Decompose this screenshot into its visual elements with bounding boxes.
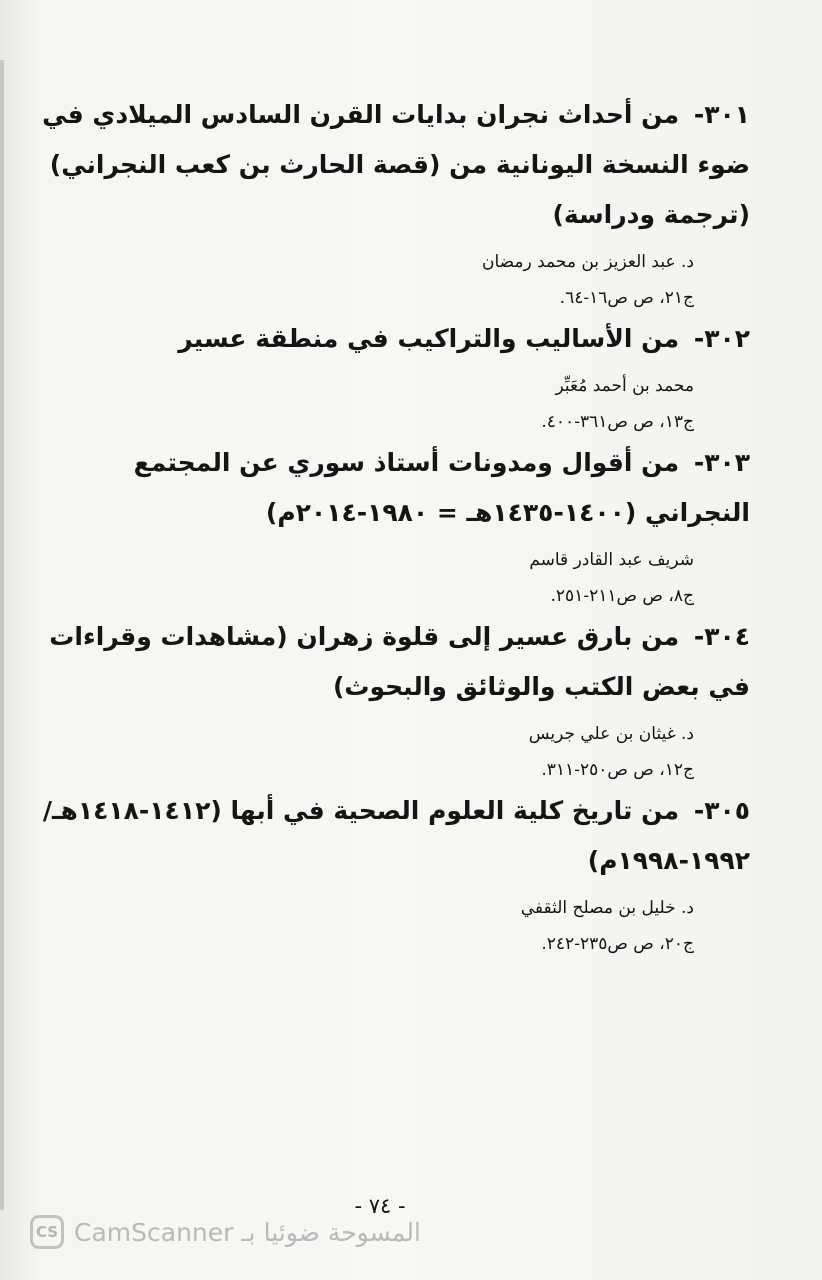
entry-author: محمد بن أحمد مُعَبِّر <box>555 376 694 396</box>
entry-author: شريف عبد القادر قاسم <box>529 550 694 570</box>
entry-title-line <box>30 612 750 712</box>
camscanner-logo-icon: CS <box>30 1215 64 1249</box>
entry-number: ٣٠٢- <box>693 324 750 353</box>
entry-number: ٣٠٥- <box>693 796 750 825</box>
entry-title-line <box>30 314 750 364</box>
entry-author: د. عبد العزيز بن محمد رمضان <box>481 252 694 272</box>
entry-number: ٣٠١- <box>693 100 750 129</box>
entry-title: من تاريخ كلية العلوم الصحية في أبها (١٤١٢-١٤١٨هـ/١٩٩٢-١٩٩٨م) <box>42 796 750 875</box>
entry-author: د. غيثان بن علي جريس <box>528 724 694 744</box>
bibliography-entry <box>30 314 750 432</box>
bibliography-entry <box>30 438 750 606</box>
entry-reference: ج٨، ص ص٢١١-٢٥١. <box>550 586 694 606</box>
entry-title-line <box>30 438 750 538</box>
entry-reference: ج١٣، ص ص٣٦١-٤٠٠. <box>541 412 694 432</box>
page-edge-shadow <box>0 60 4 1210</box>
entry-title: من أقوال ومدونات أستاذ سوري عن المجتمع النجراني (١٤٠٠-١٤٣٥هـ = ١٩٨٠-٢٠١٤م) <box>133 448 750 527</box>
entry-title: من أحداث نجران بدايات القرن السادس الميلادي في ضوء النسخة اليونانية من (قصة الحارث بن كعب النجراني) (ترجمة ودراسة) <box>42 100 750 229</box>
entry-author: د. خليل بن مصلح الثقفي <box>520 898 694 918</box>
bibliography-entry <box>30 90 750 308</box>
camscanner-watermark <box>30 1212 421 1252</box>
entry-reference: ج٢٠، ص ص٢٣٥-٢٤٢. <box>541 934 694 954</box>
entry-title-line <box>30 786 750 886</box>
page-number: - ٧٤ - <box>354 1194 406 1218</box>
entry-title-line <box>30 90 750 240</box>
entry-number: ٣٠٣- <box>693 448 750 477</box>
bibliography-entry <box>30 612 750 780</box>
entry-number: ٣٠٤- <box>693 622 750 651</box>
watermark-text: CamScanner المسوحة ضوئيا بـ <box>74 1217 421 1247</box>
entry-title: من الأساليب والتراكيب في منطقة عسير <box>178 324 680 353</box>
bibliography-list <box>30 90 750 960</box>
entry-reference: ج٢١، ص ص١٦-٦٤. <box>559 288 694 308</box>
bibliography-entry <box>30 786 750 954</box>
entry-reference: ج١٢، ص ص٢٥٠-٣١١. <box>541 760 694 780</box>
entry-title: من بارق عسير إلى قلوة زهران (مشاهدات وقراءات في بعض الكتب والوثائق والبحوث) <box>49 622 750 701</box>
